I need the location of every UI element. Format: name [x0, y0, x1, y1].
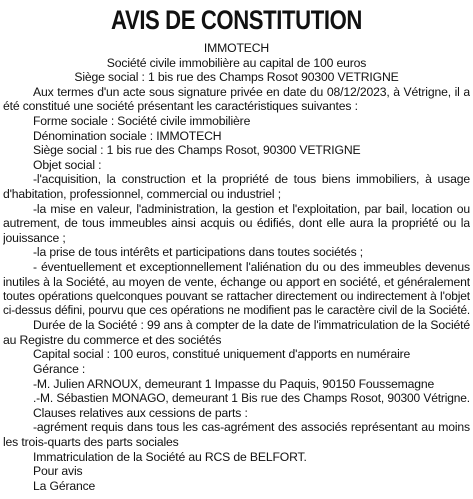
notice-line: toutes opérations quelconques pouvant se rattacher directement ou indirectement à l'objet — [3, 289, 470, 304]
notice-line: Gérance : — [33, 362, 86, 377]
notice-line: autrement, de tous immeubles ainsi acquis ou édifiés, dont elle aura la propriété ou la — [3, 216, 470, 231]
notice-line: ci-dessus défini, pourvu que ces opérations ne modifient pas le caractère civil de la Société. — [3, 303, 470, 317]
notice-line: Forme sociale : Société civile immobilière — [33, 113, 251, 128]
notice-line: - éventuellement et exceptionnellement l'aliénation du ou des immeubles devenus — [33, 259, 470, 274]
notice-title: AVIS DE CONSTITUTION — [111, 5, 362, 35]
notice-body — [3, 41, 470, 493]
notice-line: -agrément requis dans tous les cas-agrément des associés représentant au moins — [33, 420, 470, 435]
notice-line: au Registre du commerce et des sociétés — [3, 332, 222, 347]
notice-line: Dénomination sociale : IMMOTECH — [33, 128, 222, 143]
notice-line: Pour avis — [33, 464, 83, 479]
notice-line: jouissance ; — [3, 230, 66, 245]
notice-line: Siège social : 1 bis rue des Champs Rosot 90300 VETRIGNE — [74, 70, 399, 85]
notice-line: d'habitation, professionnel, commercial ou industriel ; — [3, 186, 281, 201]
notice-line: Aux termes d'un acte sous signature privée en date du 08/12/2023, à Vétrigne, il a — [33, 84, 470, 99]
notice-line: Objet social : — [33, 157, 102, 172]
notice-line: IMMOTECH — [203, 41, 270, 55]
notice-line: -l'acquisition, la construction et la propriété de tous biens immobiliers, à usage — [33, 172, 470, 187]
notice-line: été constitué une société présentant les caractéristiques suivantes : — [3, 99, 358, 114]
notice-line: Siège social : 1 bis rue des Champs Rosot, 90300 VETRIGNE — [33, 143, 361, 158]
notice-line: .-M. Sébastien MONAGO, demeurant 1 Bis rue des Champs Rosot, 90300 Vétrigne. — [33, 391, 470, 406]
notice-line: Clauses relatives aux cessions de parts : — [33, 405, 248, 420]
notice-line: -M. Julien ARNOUX, demeurant 1 Impasse du Paquis, 90150 Foussemagne — [33, 376, 435, 391]
notice-line: Capital social : 100 euros, constitué uniquement d'apports en numéraire — [33, 347, 411, 362]
notice-line: inutiles à la Société, au moyen de vente, échange ou apport en société, et généralement — [3, 274, 470, 289]
notice-line: La Gérance — [33, 478, 96, 493]
notice-line: Société civile immobilière au capital de 100 euros — [106, 55, 367, 70]
notice-line: -la prise de tous intérêts et participations dans toutes sociétés ; — [33, 245, 364, 260]
notice-line: Durée de la Société : 99 ans à compter de la date de l'immatriculation de la Société — [33, 318, 470, 333]
notice-line: les trois-quarts des parts sociales — [3, 435, 179, 450]
notice-line: Immatriculation de la Société au RCS de BELFORT. — [33, 449, 307, 464]
notice-line: -la mise en valeur, l'administration, la gestion et l'exploitation, par bail, location ou — [33, 201, 470, 216]
